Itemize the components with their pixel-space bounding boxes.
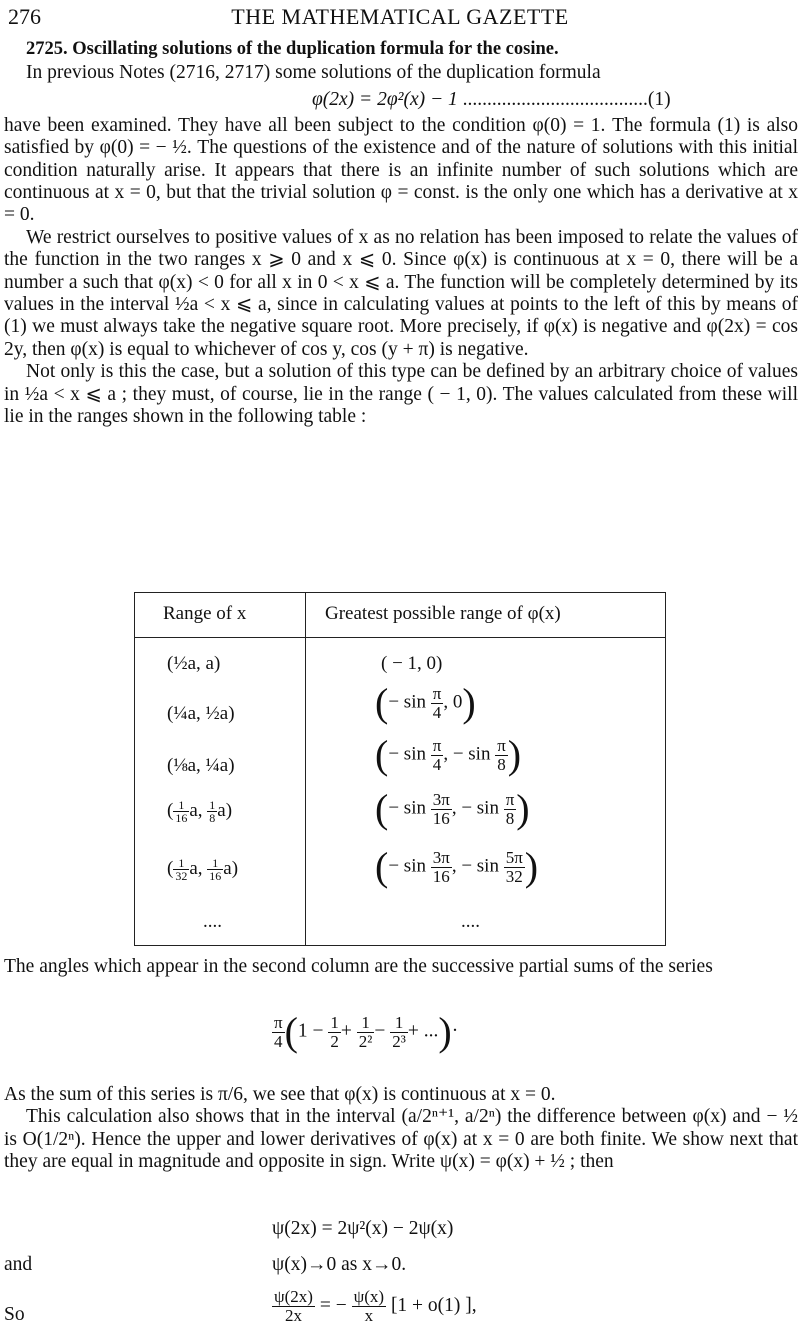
table-row-1-range: (½a, a) [167, 653, 221, 674]
equation-3-label: and [4, 1254, 33, 1275]
table-ellipsis-right: .... [461, 911, 480, 932]
equation-1-leader-dots: ...................................... [457, 88, 648, 110]
table-row-5-phi: (− sin $\frac{3\pi}{16}$ , − sin $\frac{5\pi}{32}$ ) [375, 844, 539, 889]
ranges-table [134, 592, 666, 946]
table-column-divider [305, 593, 306, 945]
table-header-rule [135, 637, 665, 638]
table-ellipsis-left: .... [203, 911, 222, 932]
table-row-4-range: ( $\frac{1}{16}$ a, $\frac{1}{8}$ a) [167, 798, 233, 825]
paragraph-intro: In previous Notes (2716, 2717) some solutions of the duplication formula [26, 62, 601, 84]
equation-1-formula: φ(2x) = 2φ²(x) − 1 [312, 88, 458, 110]
table-row-2-range: (¼a, ½a) [167, 703, 235, 724]
table-row-4-phi: (− sin $\frac{3\pi}{16}$ , − sin $\frac{\pi}{8}$ ) [375, 786, 530, 831]
equation-4-label: So [4, 1304, 25, 1325]
equation-3: ψ(x)→0 as x→0. [272, 1254, 407, 1275]
paragraph-2: We restrict ourselves to positive values of x as no relation has been imposed to relate the values of the function in the two ranges x ⩾ 0 and x ⩽ 0. Since φ(x) is continuous at x = 0, there will be a number a such that φ(x) < 0 for all x in 0 < x ⩽ a. The function will be completely determined by its values in the interval ½a < x ⩽ a, since in calculating values at points to the left of this by means of (1) we must always take the negative square root. More precisely, if φ(x) is negative and φ(2x) = cos 2y, then φ(x) is equal to whichever of cos y, cos (y + π) is negative. [4, 226, 798, 360]
equation-1-number: (1) [647, 88, 671, 110]
table-row-5-range: ( $\frac{1}{32}$ a, $\frac{1}{16}$ a) [167, 856, 239, 883]
table-row-3-phi: (− sin $\frac{\pi}{4}$ , − sin $\frac{\pi}{8}$ ) [375, 732, 522, 777]
paragraph-6: This calculation also shows that in the interval (a/2ⁿ⁺¹, a/2ⁿ) the difference between φ(x) and − ½ is O(1/2ⁿ). Hence the upper and lower derivatives of φ(x) at x = 0 are both finite. We show next that they are equal in magnitude and opposite in sign. Write ψ(x) = φ(x) + ½ ; then [4, 1106, 798, 1173]
paragraph-4: The angles which appear in the second column are the successive partial sums of the series [4, 956, 713, 977]
note-title: 2725. Oscillating solutions of the duplication formula for the cosine. [26, 39, 559, 59]
paragraphs-5-6 [4, 1084, 798, 1174]
table-row-3-range: (⅛a, ¼a) [167, 755, 235, 776]
table-row-2-phi: (− sin $\frac{\pi}{4}$ , 0) [375, 680, 476, 725]
header-range-of-phi: Greatest possible range of φ(x) [325, 603, 561, 624]
article-body [4, 38, 798, 429]
paragraph-3: Not only is this the case, but a solution of this type can be defined by an arbitrary choice of values in ½a < x ⩽ a ; they must, of course, lie in the range ( − 1, 0). The values calculated from these will lie in the ranges shown in the following table : [4, 361, 798, 428]
table-row-1-phi: ( − 1, 0) [381, 653, 443, 674]
journal-title: THE MATHEMATICAL GAZETTE [231, 4, 569, 29]
series-equation: $\frac{\pi}{4}$ (1 − $\frac{1}{2}$ + $\frac{1}{\text{2²}}$ − $\frac{1}{\text{2³}}$ + ...)· [274, 1009, 459, 1054]
equation-1 [4, 85, 798, 115]
page-number: 276 [8, 4, 41, 29]
running-header [8, 4, 792, 30]
paragraph-5: As the sum of this series is π/6, we see that φ(x) is continuous at x = 0. [4, 1084, 556, 1105]
equation-4: $\frac{\psi(2x)}{2x}$ = − $\frac{\psi(x)}{x}$ [1 + o(1) ], [274, 1287, 477, 1325]
equation-2: ψ(2x) = 2ψ²(x) − 2ψ(x) [272, 1218, 454, 1239]
paragraph-1-continued: have been examined. They have all been subject to the condition φ(0) = 1. The formula (1) is also satisfied by φ(0) = − ½. The questions of the existence and of the nature of solutions with this initial condition naturally arise. It appears that there is an infinite number of such solutions which are continuous at x = 0, but that the trivial solution φ = const. is the only one which has a derivative at x = 0. [4, 114, 798, 226]
header-range-of-x: Range of x [163, 603, 247, 624]
